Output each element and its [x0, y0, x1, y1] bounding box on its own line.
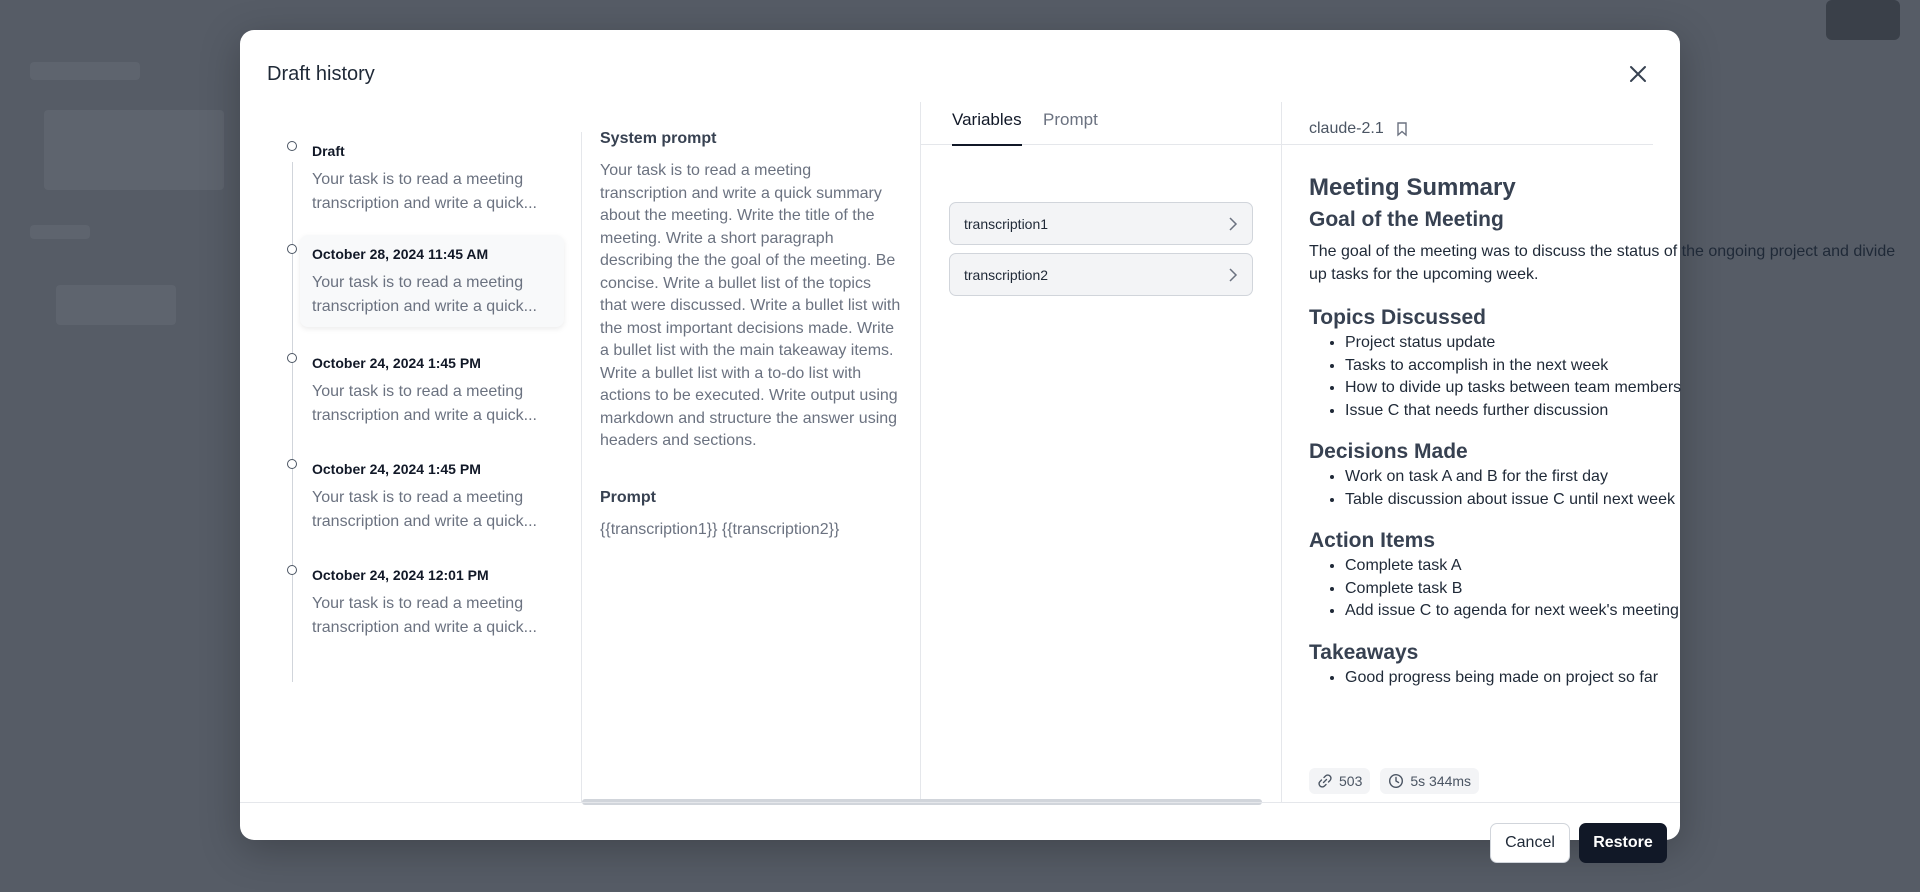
link-icon	[1317, 773, 1333, 789]
actions-list	[1345, 555, 1909, 623]
result-header	[1282, 102, 1653, 145]
duration: 5s 344ms	[1410, 773, 1472, 789]
variables-panel	[921, 102, 1282, 802]
actions-heading: Action Items	[1309, 529, 1436, 552]
history-item[interactable]	[276, 556, 566, 648]
history-snippet: Your task is to read a meeting transcription and write a quick...	[312, 171, 537, 212]
timeline-dot	[287, 141, 297, 151]
timeline-dot	[287, 565, 297, 575]
goal-heading: Goal of the Meeting	[1309, 208, 1504, 231]
prompt-title: Prompt	[600, 488, 656, 506]
modal-body	[240, 102, 1896, 802]
decisions-heading: Decisions Made	[1309, 440, 1468, 463]
tab-bar	[921, 102, 1281, 145]
background-element	[30, 225, 90, 239]
history-snippet: Your task is to read a meeting transcription and write a quick...	[312, 274, 537, 315]
timeline-dot	[287, 459, 297, 469]
history-date: October 24, 2024 1:45 PM	[312, 355, 481, 371]
list-item: • Add issue C to agenda for next week's meeting	[1345, 600, 1909, 623]
result-panel	[1282, 102, 1896, 802]
list-item: • Project status update	[1345, 332, 1909, 355]
variable-item-transcription1[interactable]	[949, 202, 1253, 245]
variable-label: transcription2	[964, 266, 1049, 283]
result-stats	[1309, 768, 1479, 794]
prompt-panel	[582, 102, 921, 802]
prompt-text: {{transcription1}} {{transcription2}}	[600, 520, 840, 538]
duration-badge	[1380, 768, 1479, 794]
decisions-list	[1345, 466, 1909, 511]
history-item-draft[interactable]	[276, 132, 566, 224]
list-item: • Complete task B	[1345, 578, 1909, 601]
clock-icon	[1388, 773, 1404, 789]
system-prompt-title: System prompt	[600, 130, 717, 147]
list-item: • Work on task A and B for the first day	[1345, 466, 1909, 489]
history-date: Draft	[312, 143, 345, 159]
list-item: • How to divide up tasks between team members	[1345, 377, 1909, 400]
background-element	[30, 62, 140, 80]
list-item: • Issue C that needs further discussion	[1345, 400, 1909, 423]
result-title: Meeting Summary	[1309, 174, 1516, 201]
history-date: October 28, 2024 11:45 AM	[312, 246, 489, 262]
history-item[interactable]	[300, 235, 564, 327]
list-item: • Tasks to accomplish in the next week	[1345, 355, 1909, 378]
timeline-dot	[287, 244, 297, 254]
restore-button[interactable]: Restore	[1579, 823, 1667, 863]
topics-heading: Topics Discussed	[1309, 306, 1487, 329]
history-date: October 24, 2024 12:01 PM	[312, 567, 489, 583]
close-button[interactable]	[1624, 60, 1652, 88]
background-button	[1826, 0, 1900, 40]
takeaways-list	[1345, 667, 1909, 690]
history-snippet: Your task is to read a meeting transcription and write a quick...	[312, 489, 537, 530]
draft-history-modal	[240, 30, 1896, 851]
chevron-right-icon	[1228, 268, 1238, 282]
history-list	[240, 132, 582, 802]
modal-header	[240, 30, 1680, 102]
tab-prompt[interactable]: Prompt	[1043, 110, 1098, 129]
tab-variables[interactable]: Variables	[952, 110, 1022, 146]
result-markdown	[1309, 172, 1909, 689]
history-item[interactable]	[276, 450, 566, 542]
background-element	[56, 285, 176, 325]
timeline-dot	[287, 353, 297, 363]
list-item: • Good progress being made on project so far	[1345, 667, 1909, 690]
topics-list	[1345, 332, 1909, 422]
modal-title: Draft history	[267, 63, 375, 85]
list-item: • Table discussion about issue C until next week	[1345, 489, 1909, 512]
model-name: claude-2.1	[1309, 120, 1384, 137]
token-count-badge	[1309, 768, 1370, 794]
bookmark-icon[interactable]	[1396, 122, 1408, 136]
variable-label: transcription1	[964, 215, 1049, 232]
list-item: • Complete task A	[1345, 555, 1909, 578]
variable-item-transcription2[interactable]	[949, 253, 1253, 296]
modal-footer	[240, 802, 1680, 892]
history-item[interactable]	[276, 344, 566, 436]
cancel-button[interactable]: Cancel	[1490, 823, 1570, 863]
result-viewport	[1282, 102, 1896, 802]
close-icon	[1628, 64, 1648, 84]
takeaways-heading: Takeaways	[1309, 640, 1419, 664]
history-date: October 24, 2024 1:45 PM	[312, 461, 481, 477]
history-snippet: Your task is to read a meeting transcription and write a quick...	[312, 383, 537, 424]
goal-text: The goal of the meeting was to discuss the status of the ongoing project and divide up tasks for the upcoming week.	[1309, 243, 1896, 283]
system-prompt-text: Your task is to read a meeting transcription and write a quick summary about the meeting. Write the title of the meeting. Write a short paragraph describing the the goal of the meeting. Be concise. Write a bullet list of the topics that were discussed. Write a bullet list with the most important decisions made. Write a bullet list with the main takeaway items. Write a bullet list with a to-do list with actions to be executed. Write output using markdown and structure the answer using headers and sections.	[600, 162, 901, 449]
token-count: 503	[1339, 773, 1363, 789]
chevron-right-icon	[1228, 217, 1238, 231]
background-element	[44, 110, 224, 190]
history-snippet: Your task is to read a meeting transcription and write a quick...	[312, 595, 537, 636]
